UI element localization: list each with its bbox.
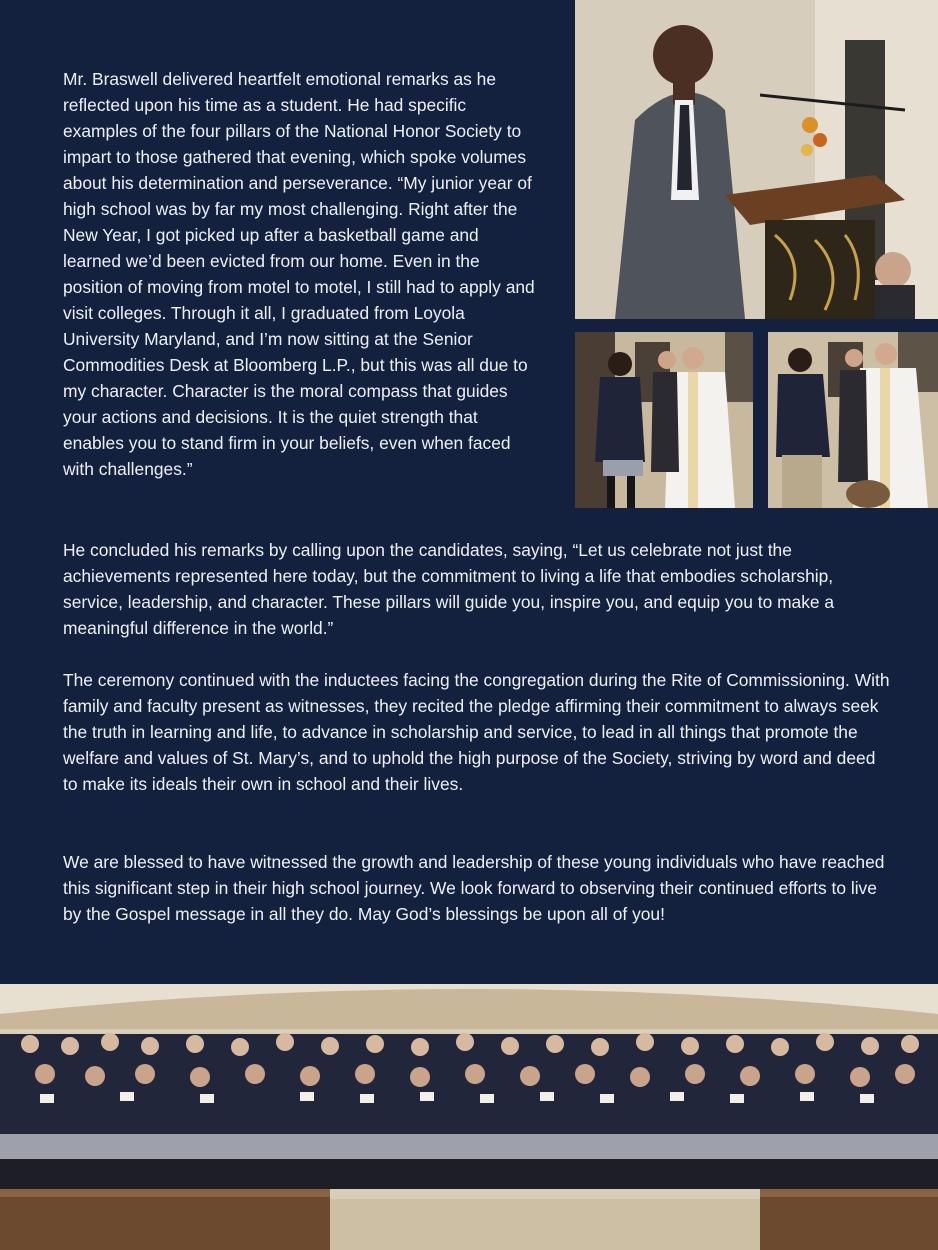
photo-pinning-ceremony-left bbox=[575, 332, 753, 508]
photo-speaker-at-lectern bbox=[575, 0, 938, 319]
article-paragraph-closing-remarks: He concluded his remarks by calling upon the candidates, saying, “Let us celebrate not just the achievements represented here today, but the commitment to living a life that embodies scholarship, service, leadership, and character. These pillars will guide you, inspire you, and equip you to make a meaningful difference in the world.” bbox=[63, 540, 835, 638]
article-paragraph-blessing: We are blessed to have witnessed the growth and leadership of these young individuals who have reached this significant step in their high school journey. We look forward to observing their continued efforts to live by the Gospel message in all they do. May God’s blessings be upon all of you! bbox=[63, 852, 885, 924]
photo-pinning-ceremony-right bbox=[768, 332, 938, 508]
article-paragraph-speaker-remarks: Mr. Braswell delivered heartfelt emotional remarks as he reflected upon his time as a student. He had specific examples of the four pillars of the National Honor Society to impart to those gathered that evening, which spoke volumes about his determination and perseverance. “My junior year of high school was by far my most challenging. Right after the New Year, I got picked up after a basketball game and learned we’d been evicted from our home. Even in the position of moving from motel to motel, I still had to apply and visit colleges. Through it all, I graduated from Loyola University Maryland, and I’m now sitting at the Senior Commodities Desk at Bloomberg L.P., but this was all due to my character. Character is the moral compass that guides your actions and decisions. It is the quiet strength that enables you to stand firm in your beliefs, even when faced with challenges.” bbox=[63, 69, 535, 479]
article-paragraph-rite-of-commissioning: The ceremony continued with the inductees facing the congregation during the Rite of Commissioning. With family and faculty present as witnesses, they recited the pledge affirming their commitment to always seek the truth in learning and life, to advance in scholarship and service, to lead in all things that promote the welfare and values of St. Mary’s, and to uphold the high purpose of the Society, striving by word and deed to make its ideals their own in school and their lives. bbox=[63, 670, 890, 794]
photo-inductees-group bbox=[0, 984, 938, 1250]
